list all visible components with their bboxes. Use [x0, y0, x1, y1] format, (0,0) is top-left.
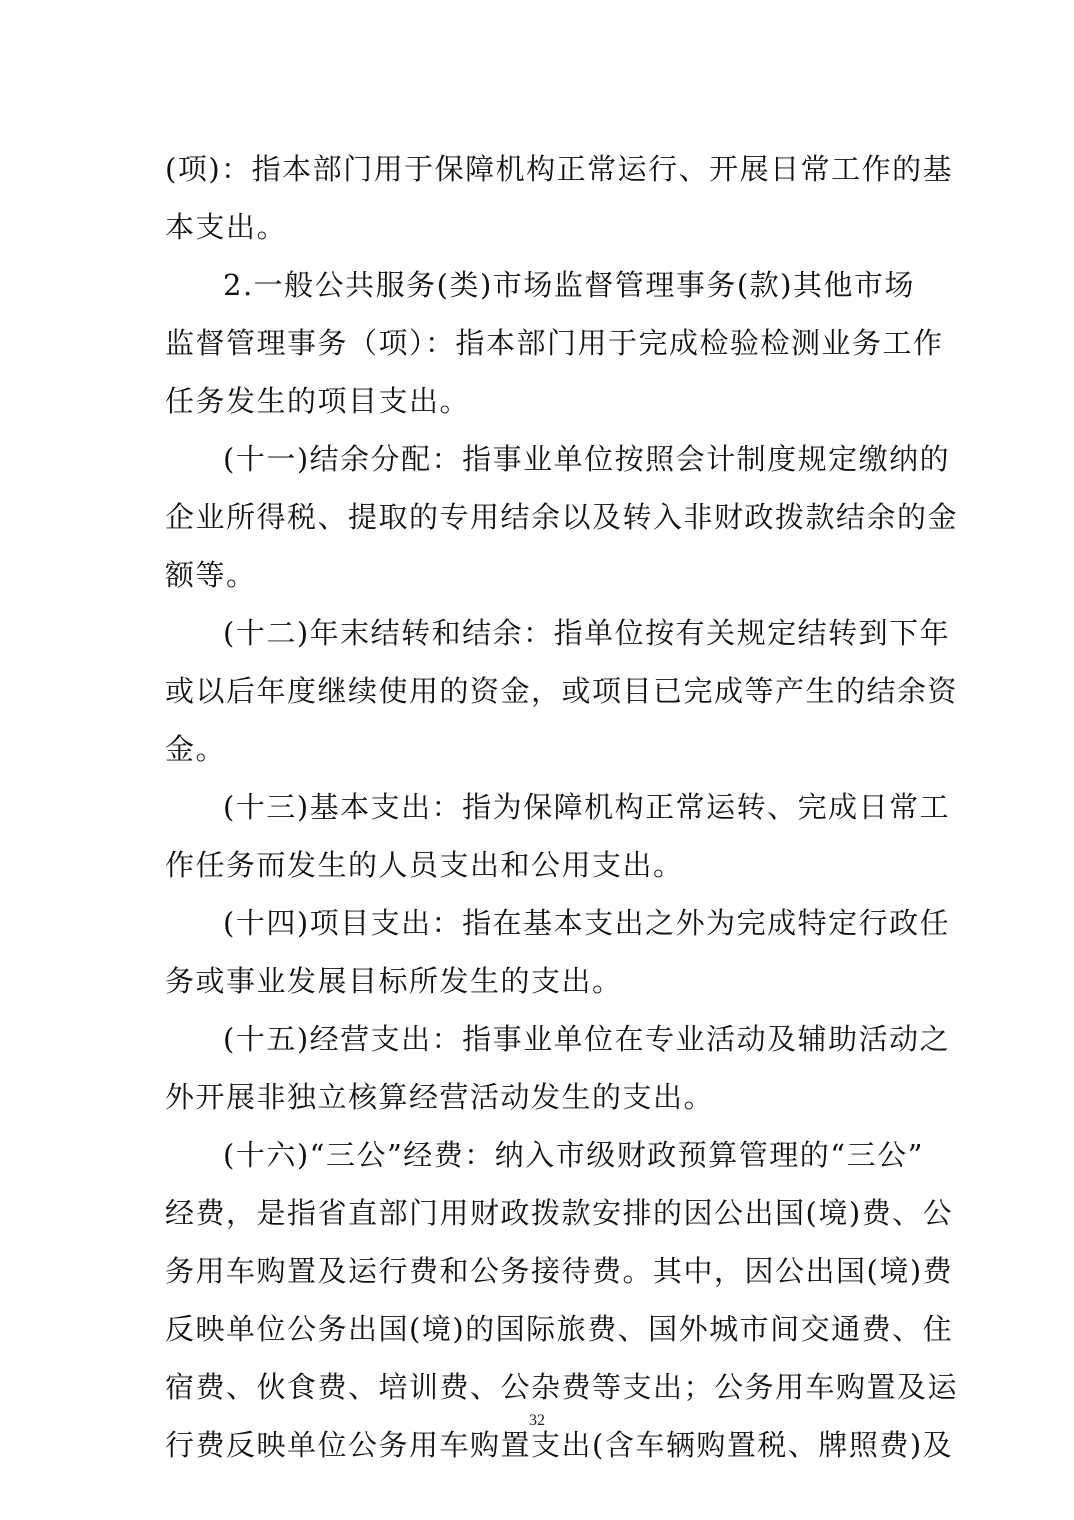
paragraph-line: 经费，是指省直部门用财政拨款安排的因公出国(境)费、公 [165, 1196, 954, 1230]
paragraph-line: 宿费、伙食费、培训费、公杂费等支出；公务用车购置及运 [165, 1370, 959, 1404]
paragraph-line: 金。 [165, 732, 227, 766]
paragraph-line: 或以后年度继续使用的资金，或项目已完成等产生的结余资 [165, 674, 959, 708]
paragraph-line: 行费反映单位公务用车购置支出(含车辆购置税、牌照费)及 [165, 1428, 954, 1462]
paragraph-line: 额等。 [165, 558, 257, 592]
paragraph-line: 务用车购置及运行费和公务接待费。其中，因公出国(境)费 [165, 1254, 954, 1288]
paragraph-line: (十五)经营支出：指事业单位在专业活动及辅助活动之 [223, 1022, 951, 1056]
paragraph-line: 反映单位公务出国(境)的国际旅费、国外城市间交通费、住 [165, 1312, 954, 1346]
paragraph-line: 监督管理事务（项）：指本部门用于完成检验检测业务工作 [165, 326, 944, 360]
page-number: 32 [529, 1412, 545, 1429]
paragraph-line: 本支出。 [165, 210, 288, 244]
paragraph-line: (十三)基本支出：指为保障机构正常运转、完成日常工 [223, 790, 951, 824]
paragraph-line: (十六)“三公”经费：纳入市级财政预算管理的“三公” [223, 1138, 924, 1172]
paragraph-line: 2.一般公共服务(类)市场监督管理事务(款)其他市场 [223, 268, 915, 302]
paragraph-line: (项)：指本部门用于保障机构正常运行、开展日常工作的基 [165, 152, 954, 186]
document-body [165, 140, 959, 1474]
paragraph-line: 企业所得税、提取的专用结余以及转入非财政拨款结余的金 [165, 500, 959, 534]
paragraph-line: (十四)项目支出：指在基本支出之外为完成特定行政任 [223, 906, 951, 940]
paragraph-line: (十一)结余分配：指事业单位按照会计制度规定缴纳的 [223, 442, 951, 476]
paragraph-line: 任务发生的项目支出。 [165, 384, 471, 418]
paragraph-line: 务或事业发展目标所发生的支出。 [165, 964, 623, 998]
paragraph-line: 作任务而发生的人员支出和公用支出。 [165, 848, 684, 882]
paragraph-line: (十二)年末结转和结余：指单位按有关规定结转到下年 [223, 616, 951, 650]
paragraph-line: 外开展非独立核算经营活动发生的支出。 [165, 1080, 715, 1114]
